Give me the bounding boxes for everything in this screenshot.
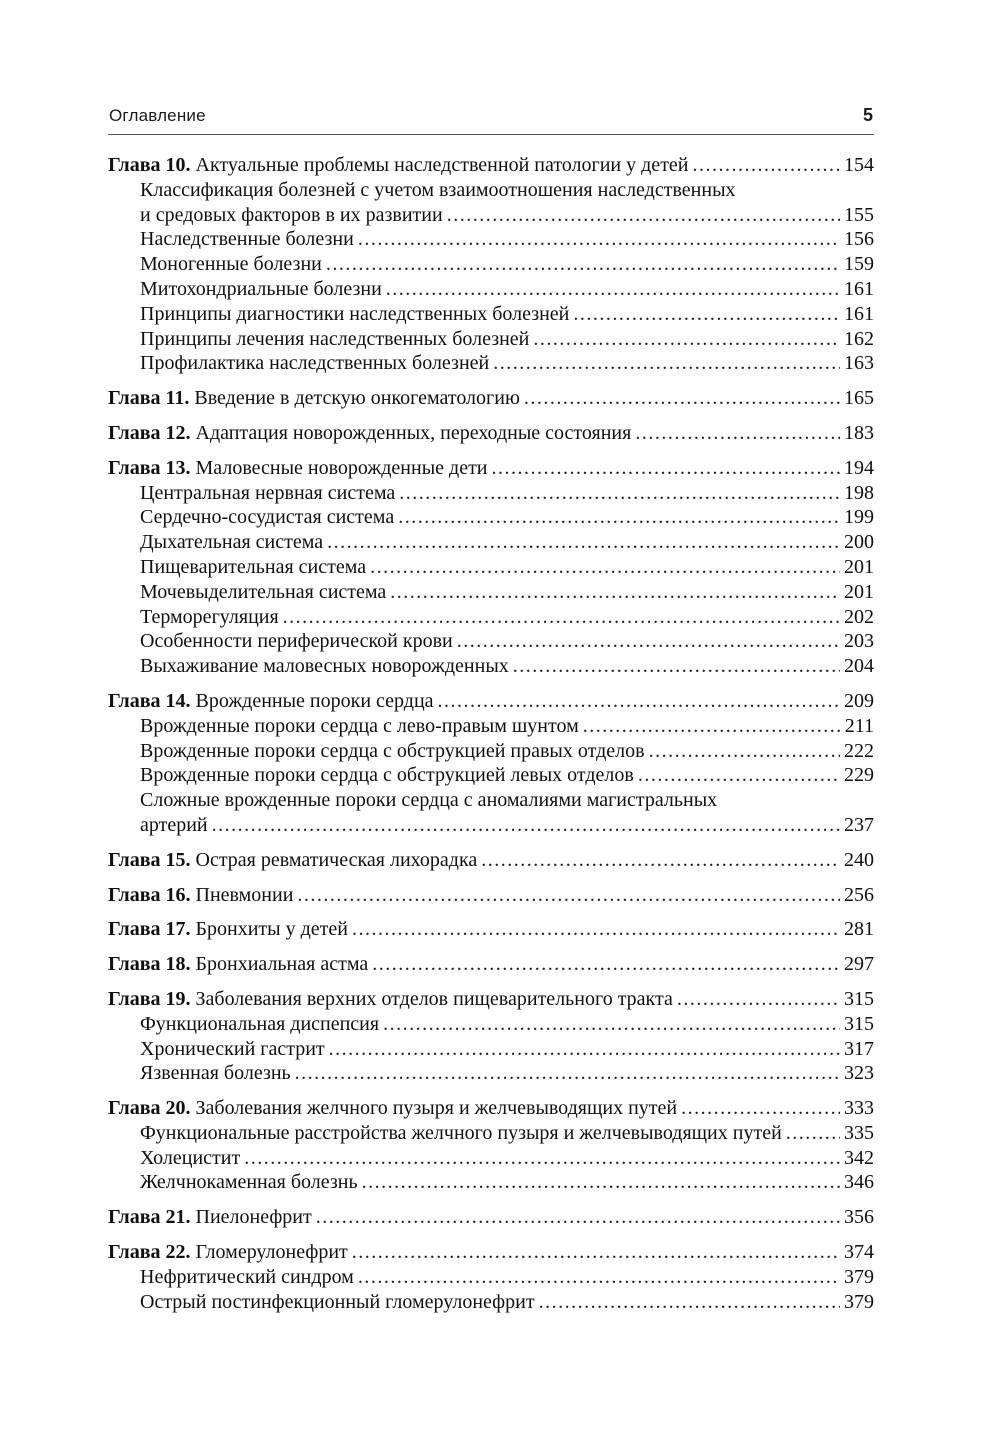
toc-page-number: 237 bbox=[844, 813, 874, 836]
toc-page-number: 198 bbox=[844, 481, 874, 504]
toc-section-line[interactable] bbox=[108, 813, 874, 838]
toc-section-line[interactable] bbox=[108, 530, 874, 555]
toc-leader-dots bbox=[677, 987, 840, 1012]
toc-leader-dots bbox=[438, 689, 840, 714]
toc-section-title: Хронический гастрит bbox=[140, 1037, 325, 1060]
toc-chapter-heading bbox=[108, 952, 368, 977]
toc-chapter-title: Врожденные пороки сердца bbox=[195, 689, 434, 712]
toc-chapter-line[interactable] bbox=[108, 386, 874, 411]
toc-leader-dots bbox=[390, 580, 840, 605]
toc-chapter-prefix: Глава 10. bbox=[108, 154, 191, 176]
toc-section-title-line1: Классификация болезней с учетом взаимоотношения наследственных bbox=[140, 178, 736, 201]
toc-chapter-heading bbox=[108, 848, 477, 873]
toc-section-title: Врожденные пороки сердца с обструкцией левых отделов bbox=[140, 764, 634, 787]
toc-leader-dots bbox=[649, 739, 840, 764]
toc-leader-dots bbox=[533, 327, 840, 352]
toc-chapter-title: Бронхиты у детей bbox=[195, 918, 348, 941]
toc-page-number: 155 bbox=[844, 203, 874, 226]
toc-section-title-line1: Сложные врожденные пороки сердца с аномалиями магистральных bbox=[140, 789, 718, 812]
toc-leader-dots bbox=[481, 848, 840, 873]
toc-section-line[interactable] bbox=[108, 1170, 874, 1195]
toc-section-line[interactable] bbox=[108, 252, 874, 277]
toc-section-title: Сердечно-сосудистая система bbox=[140, 506, 395, 529]
toc-page-number: 323 bbox=[844, 1062, 874, 1085]
toc-chapter-heading bbox=[108, 386, 520, 411]
toc-page-number: 297 bbox=[844, 953, 874, 976]
toc-chapter-line[interactable] bbox=[108, 421, 874, 446]
toc-chapter-prefix: Глава 18. bbox=[108, 953, 191, 976]
toc-section-title: Мочевыделительная система bbox=[140, 580, 387, 603]
toc-chapter-heading bbox=[108, 456, 488, 481]
toc-chapter-line[interactable] bbox=[108, 1096, 874, 1121]
toc-leader-dots bbox=[352, 917, 840, 942]
toc-page-number: 333 bbox=[844, 1097, 874, 1120]
toc-chapter-heading bbox=[108, 153, 689, 178]
toc-leader-dots bbox=[583, 714, 841, 739]
toc-section-line[interactable] bbox=[108, 351, 874, 376]
toc-chapter-line[interactable] bbox=[108, 153, 874, 178]
toc-chapter-prefix: Глава 16. bbox=[108, 883, 191, 906]
toc-leader-dots bbox=[539, 1290, 840, 1315]
toc-section-line[interactable] bbox=[108, 1290, 874, 1315]
toc-chapter-title: Введение в детскую онкогематологию bbox=[194, 387, 520, 410]
page-header bbox=[108, 104, 874, 135]
toc-section-title: и средовых факторов в их развитии bbox=[140, 203, 443, 226]
toc-chapter bbox=[108, 987, 874, 1086]
toc-page-number: 203 bbox=[844, 630, 874, 653]
toc-section-title: Выхаживание маловесных новорожденных bbox=[140, 655, 509, 678]
toc-section-line[interactable] bbox=[108, 654, 874, 679]
toc-page-number: 159 bbox=[844, 253, 874, 276]
toc-chapter-title: Пневмонии bbox=[195, 883, 294, 906]
toc-leader-dots bbox=[638, 763, 840, 788]
toc-chapter-prefix: Глава 20. bbox=[108, 1097, 191, 1120]
toc-section-title: Профилактика наследственных болезней bbox=[140, 352, 490, 375]
toc-chapter-line[interactable] bbox=[108, 917, 874, 942]
toc-leader-dots bbox=[457, 629, 840, 654]
header-title: Оглавление bbox=[109, 106, 206, 125]
toc-chapter-title: Острая ревматическая лихорадка bbox=[195, 848, 478, 871]
toc-page-number: 161 bbox=[844, 302, 874, 325]
toc-page-number: 156 bbox=[844, 228, 874, 251]
toc-section-line[interactable] bbox=[108, 605, 874, 630]
toc-page-number: 379 bbox=[844, 1290, 874, 1313]
toc-leader-dots bbox=[370, 555, 840, 580]
toc-chapter-line[interactable] bbox=[108, 848, 874, 873]
toc-chapter bbox=[108, 421, 874, 446]
toc-section-line[interactable] bbox=[108, 629, 874, 654]
toc-chapter-prefix: Глава 17. bbox=[108, 918, 191, 941]
toc-section-title: Острый постинфекционный гломерулонефрит bbox=[140, 1290, 535, 1313]
toc-section-line[interactable] bbox=[108, 1265, 874, 1290]
toc-page-number: 165 bbox=[844, 387, 874, 410]
toc-page-number: 162 bbox=[844, 327, 874, 350]
toc-leader-dots bbox=[362, 1170, 840, 1195]
toc-section-line[interactable] bbox=[108, 555, 874, 580]
toc-chapter bbox=[108, 917, 874, 942]
toc-page-number: 183 bbox=[844, 421, 874, 444]
toc-page-number: 379 bbox=[844, 1265, 874, 1288]
toc-leader-dots bbox=[635, 421, 840, 446]
toc-section-title: Особенности периферической крови bbox=[140, 630, 453, 653]
toc-leader-dots bbox=[398, 505, 840, 530]
toc-page-number: 201 bbox=[844, 555, 874, 578]
toc-section-line[interactable] bbox=[108, 580, 874, 605]
toc-chapter-line[interactable] bbox=[108, 689, 874, 714]
toc-leader-dots bbox=[212, 813, 840, 838]
toc-section-title: Функциональная диспепсия bbox=[140, 1012, 380, 1035]
toc-chapter-prefix: Глава 11. bbox=[108, 387, 190, 410]
toc-chapter-heading bbox=[108, 1240, 348, 1265]
toc-chapter-heading bbox=[108, 421, 631, 446]
toc-chapter bbox=[108, 456, 874, 679]
toc-leader-dots bbox=[693, 153, 840, 178]
toc-section-title: Язвенная болезнь bbox=[140, 1062, 291, 1085]
toc-page-number: 256 bbox=[844, 883, 874, 906]
toc-leader-dots bbox=[383, 1012, 840, 1037]
toc-leader-dots bbox=[447, 203, 840, 228]
toc-section-title: Холецистит bbox=[140, 1146, 241, 1169]
toc-chapter bbox=[108, 689, 874, 838]
toc-section-title: Наследственные болезни bbox=[140, 228, 354, 251]
toc-chapter-line[interactable] bbox=[108, 1205, 874, 1230]
toc-section-line[interactable] bbox=[108, 327, 874, 352]
toc-leader-dots bbox=[352, 1240, 840, 1265]
toc-section-title: артерий bbox=[140, 813, 208, 836]
toc-chapter-line[interactable] bbox=[108, 883, 874, 908]
toc-leader-dots bbox=[244, 1146, 840, 1171]
header-page-number: 5 bbox=[862, 105, 873, 125]
toc-page-number: 346 bbox=[844, 1171, 874, 1194]
toc-chapter-line[interactable] bbox=[108, 1240, 874, 1265]
toc-chapter-prefix: Глава 15. bbox=[108, 848, 191, 871]
toc-page-number: 229 bbox=[844, 764, 874, 787]
toc-chapter bbox=[108, 883, 874, 908]
toc-chapter-heading bbox=[108, 1205, 312, 1230]
toc-section-line[interactable] bbox=[108, 481, 874, 506]
toc-leader-dots bbox=[492, 456, 840, 481]
toc-section-line[interactable] bbox=[108, 203, 874, 228]
toc-page-number: 161 bbox=[844, 277, 874, 300]
toc-chapter-line[interactable] bbox=[108, 987, 874, 1012]
toc-section-title: Дыхательная система bbox=[140, 531, 324, 554]
toc-leader-dots bbox=[372, 952, 840, 977]
toc-chapter-title: Гломерулонефрит bbox=[195, 1241, 348, 1264]
toc-leader-dots bbox=[386, 277, 840, 302]
toc-chapter-prefix: Глава 22. bbox=[108, 1241, 191, 1264]
toc-section-line[interactable] bbox=[108, 1121, 874, 1146]
toc-chapter-title: Заболевания верхних отделов пищеварительного тракта bbox=[195, 987, 673, 1010]
toc-section-line[interactable] bbox=[108, 1146, 874, 1171]
toc-page-number: 281 bbox=[844, 918, 874, 941]
toc-section-title: Принципы лечения наследственных болезней bbox=[140, 327, 530, 350]
toc-leader-dots bbox=[358, 227, 840, 252]
toc-page-number: 201 bbox=[844, 580, 874, 603]
toc-section-title: Врожденные пороки сердца с лево-правым шунтом bbox=[140, 714, 579, 737]
toc-chapter-line[interactable] bbox=[108, 456, 874, 481]
toc-chapter-heading bbox=[108, 987, 673, 1012]
toc-section-line[interactable] bbox=[108, 714, 874, 739]
toc-page-number: 199 bbox=[844, 506, 874, 529]
toc-page-number: 315 bbox=[844, 1012, 874, 1035]
toc-chapter-title: Маловесные новорожденные дети bbox=[195, 456, 488, 479]
toc-chapter bbox=[108, 153, 874, 376]
toc-page-number: 204 bbox=[844, 655, 874, 678]
toc-page-number: 356 bbox=[844, 1206, 874, 1229]
toc-chapter-title: Актуальные проблемы наследственной патологии у детей bbox=[195, 154, 689, 176]
toc-page-number: 317 bbox=[844, 1037, 874, 1060]
toc-section-line[interactable] bbox=[108, 505, 874, 530]
toc-chapter-title: Адаптация новорожденных, переходные состояния bbox=[195, 421, 632, 444]
toc-chapter bbox=[108, 1205, 874, 1230]
toc-section-line[interactable] bbox=[108, 1061, 874, 1086]
toc-section-line[interactable] bbox=[108, 302, 874, 327]
toc-chapter-title: Заболевания желчного пузыря и желчевыводящих путей bbox=[195, 1097, 678, 1120]
toc-section-title: Желчнокаменная болезнь bbox=[140, 1171, 358, 1194]
toc-chapter bbox=[108, 1240, 874, 1314]
toc-section-title: Нефритический синдром bbox=[140, 1265, 354, 1288]
table-of-contents bbox=[108, 153, 874, 1324]
toc-chapter-line[interactable] bbox=[108, 952, 874, 977]
toc-leader-dots bbox=[399, 481, 840, 506]
toc-section-title: Врожденные пороки сердца с обструкцией правых отделов bbox=[140, 739, 645, 762]
toc-page-number: 335 bbox=[844, 1121, 874, 1144]
toc-page-number: 315 bbox=[844, 987, 874, 1010]
toc-chapter bbox=[108, 1096, 874, 1195]
toc-chapter-prefix: Глава 21. bbox=[108, 1206, 191, 1229]
toc-section-title: Центральная нервная система bbox=[140, 481, 396, 504]
toc-leader-dots bbox=[786, 1121, 840, 1146]
toc-section-line[interactable] bbox=[108, 227, 874, 252]
toc-leader-dots bbox=[573, 302, 840, 327]
toc-chapter bbox=[108, 386, 874, 411]
toc-page-number: 211 bbox=[844, 714, 874, 737]
toc-page-number: 194 bbox=[844, 456, 874, 479]
toc-chapter-heading bbox=[108, 689, 434, 714]
toc-page-number: 154 bbox=[844, 154, 874, 176]
toc-leader-dots bbox=[493, 351, 840, 376]
toc-chapter-title: Бронхиальная астма bbox=[195, 953, 369, 976]
toc-leader-dots bbox=[681, 1096, 840, 1121]
toc-section-title: Функциональные расстройства желчного пузыря и желчевыводящих путей bbox=[140, 1121, 782, 1144]
toc-page-number: 202 bbox=[844, 605, 874, 628]
toc-chapter-heading bbox=[108, 883, 293, 908]
toc-section-title: Терморегуляция bbox=[140, 605, 279, 628]
toc-chapter bbox=[108, 848, 874, 873]
toc-section-title: Митохондриальные болезни bbox=[140, 277, 382, 300]
toc-section-line[interactable] bbox=[108, 1037, 874, 1062]
toc-chapter-heading bbox=[108, 917, 348, 942]
toc-section-title: Моногенные болезни bbox=[140, 253, 322, 276]
toc-leader-dots bbox=[295, 1061, 840, 1086]
toc-leader-dots bbox=[316, 1205, 840, 1230]
toc-leader-dots bbox=[358, 1265, 840, 1290]
toc-leader-dots bbox=[326, 252, 840, 277]
toc-chapter-prefix: Глава 19. bbox=[108, 987, 191, 1010]
toc-leader-dots bbox=[329, 1037, 840, 1062]
toc-chapter-prefix: Глава 13. bbox=[108, 456, 191, 479]
toc-section-line[interactable] bbox=[108, 739, 874, 764]
toc-leader-dots bbox=[513, 654, 840, 679]
toc-chapter-prefix: Глава 14. bbox=[108, 689, 191, 712]
toc-leader-dots bbox=[283, 605, 840, 630]
toc-leader-dots bbox=[327, 530, 840, 555]
toc-page-number: 374 bbox=[844, 1241, 874, 1264]
toc-page-number: 342 bbox=[844, 1146, 874, 1169]
toc-section-title: Принципы диагностики наследственных болезней bbox=[140, 302, 570, 325]
toc-section-line[interactable] bbox=[108, 277, 874, 302]
toc-page-number: 163 bbox=[844, 352, 874, 375]
toc-chapter bbox=[108, 952, 874, 977]
toc-section-line[interactable] bbox=[108, 763, 874, 788]
toc-section-line[interactable] bbox=[108, 1012, 874, 1037]
toc-leader-dots bbox=[524, 386, 840, 411]
toc-page-number: 209 bbox=[844, 689, 874, 712]
toc-chapter-prefix: Глава 12. bbox=[108, 421, 191, 444]
toc-leader-dots bbox=[297, 883, 840, 908]
toc-page-number: 240 bbox=[844, 848, 874, 871]
toc-chapter-title: Пиелонефрит bbox=[195, 1206, 312, 1229]
toc-page-number: 200 bbox=[844, 531, 874, 554]
toc-chapter-heading bbox=[108, 1096, 677, 1121]
toc-page-number: 222 bbox=[844, 739, 874, 762]
toc-section-title: Пищеварительная система bbox=[140, 555, 367, 578]
